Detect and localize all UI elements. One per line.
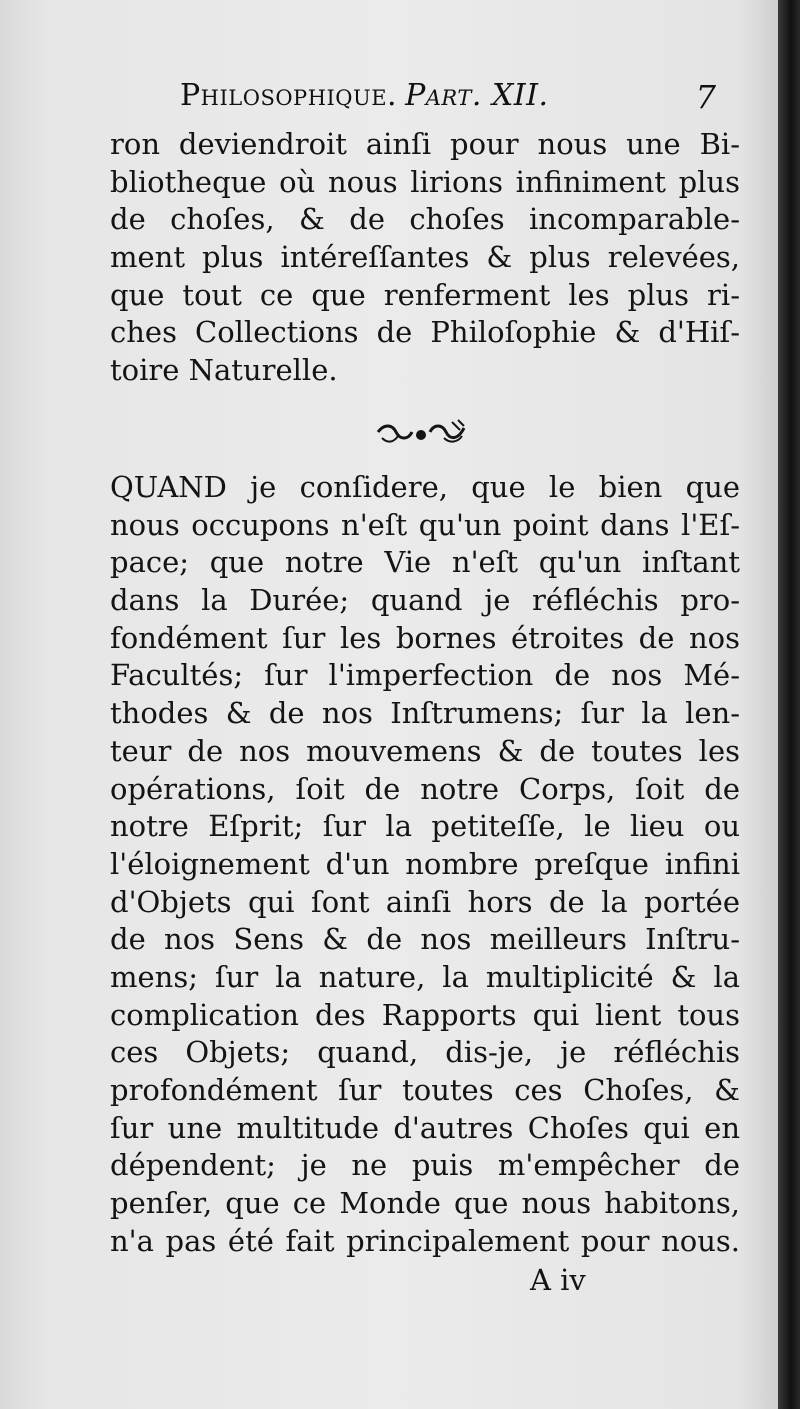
running-head-title: Philosophique. (180, 78, 398, 113)
text-line: QUAND je conſidere, que le bien que (110, 470, 740, 504)
text-line: pace; que notre Vie n'eſt qu'un inſtant (110, 545, 740, 580)
text-line: de nos Sens & de nos meilleurs Inſtru- (110, 922, 740, 957)
text-line: bliotheque où nous lirions infiniment plus (110, 164, 740, 199)
text-line: opérations, ſoit de notre Corps, ſoit de (110, 771, 740, 806)
page-number: 7 (695, 78, 716, 116)
text-line: penſer, que ce Monde que nous habitons, (110, 1186, 740, 1221)
text-line: nous occupons n'eſt qu'un point dans l'Eſ- (110, 507, 740, 542)
text-line: ment plus intéreſſantes & plus relevées, (110, 240, 740, 275)
text-line: ron deviendroit ainſi pour nous une Bi- (110, 127, 740, 161)
text-line: dépendent; je ne puis m'empêcher de (110, 1148, 740, 1183)
text-line: profondément ſur toutes ces Choſes, & (110, 1073, 740, 1107)
text-line: fondément ſur les bornes étroites de nos (110, 620, 740, 655)
text-line: ces Objets; quand, dis-je, je réfléchis (110, 1035, 740, 1070)
text-line: ſur une multitude d'autres Choſes qui en (110, 1110, 740, 1145)
text-line: dans la Durée; quand je réfléchis pro- (110, 583, 740, 618)
running-head (180, 78, 549, 113)
fleuron-ornament-icon (374, 418, 468, 448)
text-line: l'éloignement d'un nombre preſque infini (110, 846, 740, 881)
text-line: thodes & de nos Inſtrumens; ſur la len- (110, 696, 740, 731)
text-line: Facultés; ſur l'imperfection de nos Mé- (110, 658, 740, 693)
text-line: n'a pas été fait principalement pour nous. (110, 1223, 740, 1258)
paragraph-main (110, 469, 740, 1260)
text-line: que tout ce que renferment les plus ri- (110, 277, 740, 312)
text-line: mens; ſur la nature, la multiplicité & la (110, 959, 740, 994)
text-line: notre Eſprit; ſur la petiteſſe, le lieu ou (110, 809, 740, 844)
signature-mark: A iv (530, 1263, 586, 1297)
text-line: teur de nos mouvemens & de toutes les (110, 733, 740, 768)
paragraph-continuation (110, 126, 740, 390)
book-edge (778, 0, 800, 1409)
running-head-part: Part. XII. (405, 78, 549, 113)
page-header (180, 72, 720, 122)
text-line: toire Naturelle. (110, 353, 338, 388)
text-line: complication des Rapports qui lient tous (110, 997, 740, 1032)
text-line: de choſes, & de choſes incomparable- (110, 202, 740, 237)
text-line: d'Objets qui ſont ainſi hors de la portée (110, 884, 740, 919)
text-line: ches Collections de Philoſophie & d'Hiſ- (110, 315, 740, 350)
